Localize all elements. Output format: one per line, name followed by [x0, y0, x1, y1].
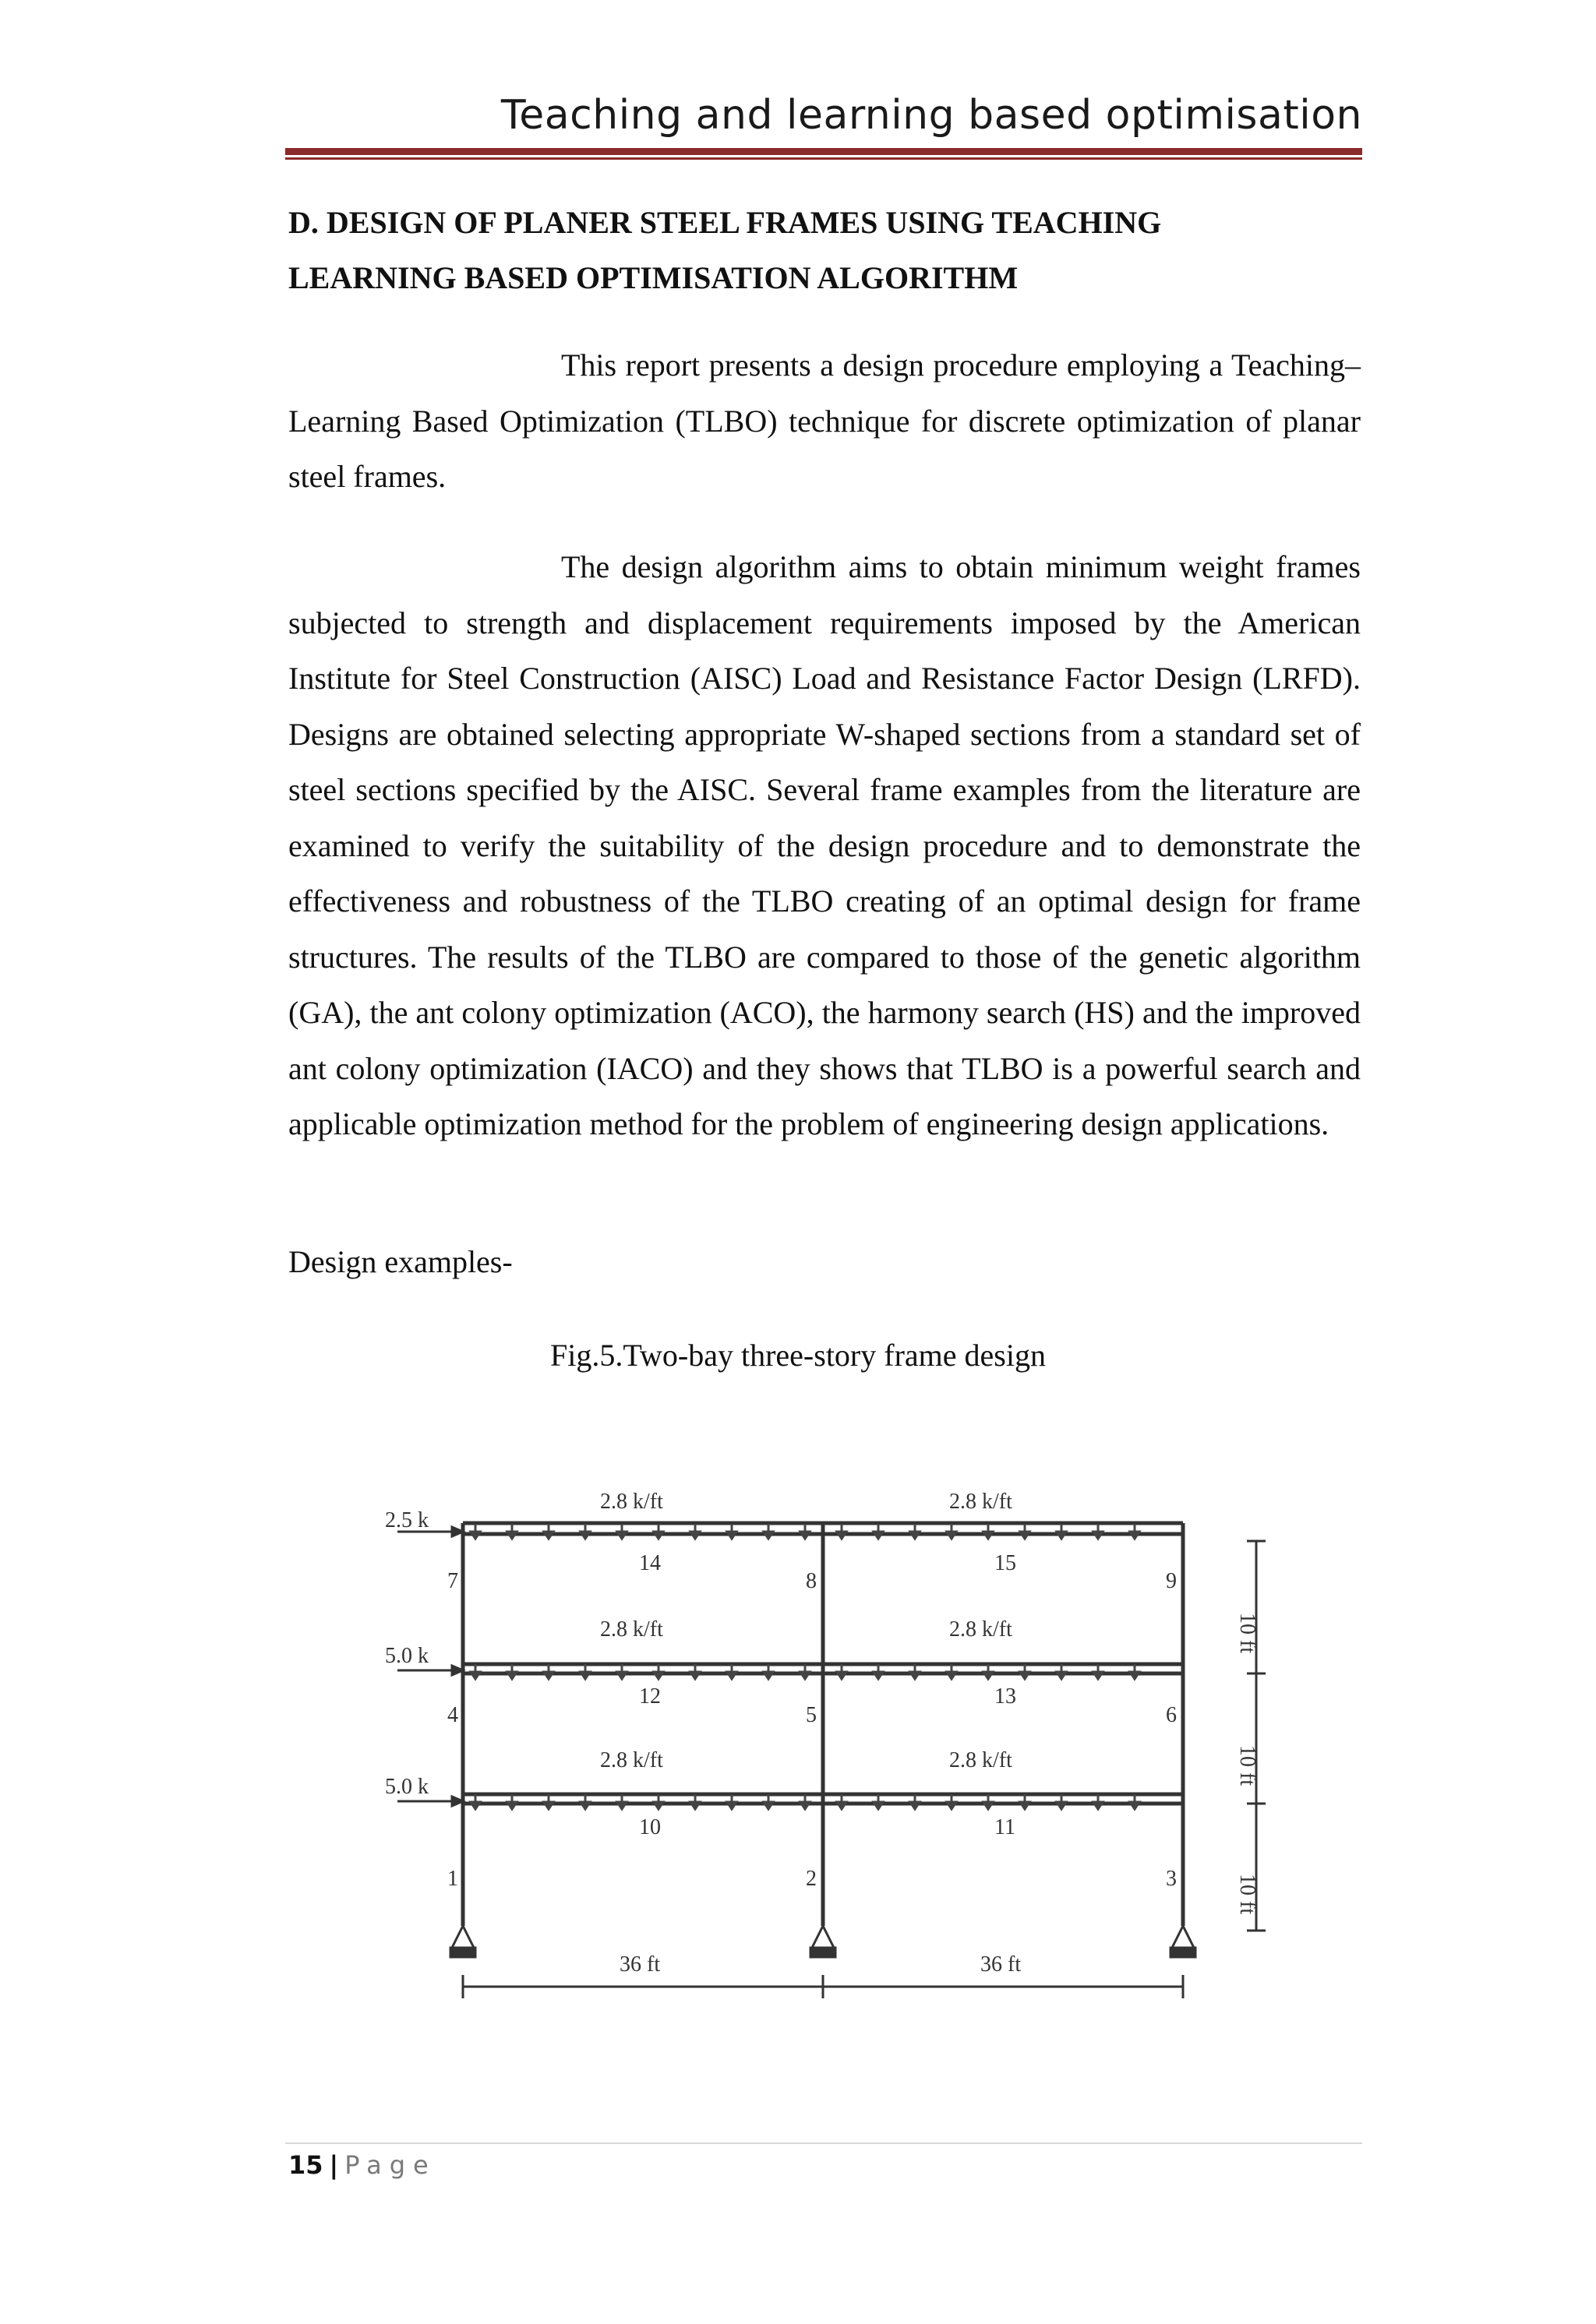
load-arrowhead	[1093, 1802, 1103, 1809]
section-heading-line-2: LEARNING BASED OPTIMISATION ALGORITHM	[288, 260, 1019, 295]
load-arrowhead	[837, 1532, 846, 1539]
load-arrowhead	[507, 1672, 517, 1679]
member-5: 5	[806, 1703, 817, 1727]
load-arrowhead	[727, 1802, 736, 1809]
load-arrowhead	[947, 1672, 956, 1679]
load-arrowhead	[874, 1802, 883, 1809]
support-base-left	[450, 1948, 475, 1957]
story-height-top: 10 ft	[1235, 1613, 1259, 1654]
frame-diagram	[382, 1465, 1286, 2010]
load-label-roof-left: 2.8 k/ft	[600, 1490, 663, 1514]
member-3: 3	[1166, 1867, 1177, 1891]
page-number: 15	[288, 2150, 323, 2180]
member-9: 9	[1166, 1569, 1177, 1593]
member-11: 11	[994, 1815, 1015, 1839]
load-arrowhead	[1057, 1672, 1066, 1679]
load-arrowhead	[800, 1802, 810, 1809]
load-arrowhead	[544, 1532, 553, 1539]
story-height-bottom: 10 ft	[1235, 1874, 1259, 1915]
load-arrowhead	[983, 1532, 993, 1539]
design-examples-label: Design examples-	[288, 1244, 513, 1279]
header-divider	[285, 148, 1362, 155]
pin-support-left	[452, 1926, 474, 1948]
load-arrowhead	[1057, 1532, 1066, 1539]
load-arrowhead	[581, 1672, 590, 1679]
load-arrowhead	[617, 1802, 627, 1809]
lateral-load-label-roof: 2.5 k	[385, 1508, 429, 1532]
load-arrowhead	[617, 1532, 627, 1539]
header-divider-thin	[285, 157, 1362, 160]
load-arrowhead	[764, 1802, 773, 1809]
load-arrowhead	[910, 1802, 920, 1809]
lateral-load-label-second: 5.0 k	[385, 1775, 429, 1799]
load-arrowhead	[800, 1672, 810, 1679]
load-arrowhead	[947, 1802, 956, 1809]
load-arrowhead	[507, 1532, 517, 1539]
load-arrowhead	[1130, 1802, 1139, 1809]
load-arrowhead	[1130, 1672, 1139, 1679]
member-8: 8	[806, 1569, 817, 1593]
load-arrowhead	[1020, 1802, 1029, 1809]
page-footer	[288, 2150, 436, 2180]
load-arrowhead	[471, 1802, 480, 1809]
load-arrowhead	[800, 1532, 810, 1539]
load-arrowhead	[544, 1672, 553, 1679]
load-arrowhead	[1020, 1532, 1029, 1539]
load-arrowhead	[690, 1802, 700, 1809]
load-arrowhead	[727, 1672, 736, 1679]
member-1: 1	[447, 1867, 458, 1891]
member-4: 4	[447, 1703, 458, 1727]
member-13: 13	[994, 1684, 1016, 1709]
load-arrowhead	[983, 1802, 993, 1809]
section-heading	[288, 195, 1364, 305]
member-14: 14	[639, 1551, 661, 1575]
load-arrowhead	[654, 1802, 663, 1809]
load-arrowhead	[654, 1532, 663, 1539]
footer-divider	[285, 2142, 1362, 2144]
distributed-load-arrows	[471, 1524, 1139, 1809]
load-arrowhead	[874, 1672, 883, 1679]
pin-support-middle	[812, 1926, 834, 1948]
load-arrowhead	[1093, 1672, 1103, 1679]
section-heading-line-1: D. DESIGN OF PLANER STEEL FRAMES USING TEACHING	[288, 205, 1162, 240]
footer-separator: |	[329, 2150, 339, 2180]
member-12: 12	[639, 1684, 661, 1709]
intro-paragraph	[288, 337, 1361, 505]
load-arrowhead	[837, 1802, 846, 1809]
algorithm-paragraph-text: The design algorithm aims to obtain minimum weight frames subjected to strength and displacement requirements imposed by the American Institute for Steel Construction (AISC) Load and Resistance Factor Design (LRFD). Designs are obtained selecting appropriate W-shaped sections from a standard set of steel sections specified by the AISC. Several frame examples from the literature are examined to verify the suitability of the design procedure and to demonstrate the effectiveness and robustness of the TLBO creating of an optimal design for frame structures. The results of the TLBO are compared to those of the genetic algorithm (GA), the ant colony optimization (ACO), the harmony search (HS) and the improved ant colony optimization (IACO) and they shows that TLBO is a powerful search and applicable optimization method for the problem of engineering design applications.	[288, 549, 1361, 1141]
support-base-right	[1171, 1948, 1195, 1957]
pin-support-right	[1172, 1926, 1194, 1948]
page-label: Page	[344, 2150, 436, 2180]
figure-caption: Fig.5.Two-bay three-story frame design	[550, 1338, 1046, 1373]
load-arrowhead	[764, 1672, 773, 1679]
load-label-second-right: 2.8 k/ft	[949, 1748, 1012, 1772]
load-label-third-left: 2.8 k/ft	[600, 1617, 663, 1642]
bay-width-right: 36 ft	[980, 1952, 1022, 1977]
load-arrowhead	[690, 1532, 700, 1539]
load-arrowhead	[910, 1672, 920, 1679]
load-label-third-right: 2.8 k/ft	[949, 1617, 1012, 1642]
load-arrowhead	[1130, 1532, 1139, 1539]
load-arrowhead	[910, 1532, 920, 1539]
load-arrowhead	[471, 1532, 480, 1539]
load-arrowhead	[617, 1672, 627, 1679]
load-arrowhead	[471, 1672, 480, 1679]
story-height-middle: 10 ft	[1235, 1745, 1259, 1786]
support-base-middle	[810, 1948, 835, 1957]
load-arrowhead	[837, 1672, 846, 1679]
bay-width-left: 36 ft	[620, 1952, 661, 1977]
member-10: 10	[639, 1815, 661, 1839]
member-6: 6	[1166, 1703, 1177, 1727]
load-arrowhead	[581, 1532, 590, 1539]
load-arrowhead	[983, 1672, 993, 1679]
member-2: 2	[806, 1867, 817, 1891]
load-arrowhead	[1093, 1532, 1103, 1539]
load-label-roof-right: 2.8 k/ft	[949, 1490, 1012, 1514]
load-arrowhead	[947, 1532, 956, 1539]
intro-paragraph-text: This report presents a design procedure employing a Teaching–Learning Based Optimization (TLBO) technique for discrete optimization of planar steel frames.	[288, 347, 1361, 494]
load-arrowhead	[1020, 1672, 1029, 1679]
load-arrowhead	[581, 1802, 590, 1809]
lateral-load-label-third: 5.0 k	[385, 1644, 429, 1668]
load-label-second-left: 2.8 k/ft	[600, 1748, 663, 1772]
load-arrowhead	[1057, 1802, 1066, 1809]
page-header-title: Teaching and learning based optimisation	[500, 92, 1362, 139]
load-arrowhead	[764, 1532, 773, 1539]
member-7: 7	[447, 1569, 458, 1593]
load-arrowhead	[874, 1532, 883, 1539]
load-arrowhead	[727, 1532, 736, 1539]
member-15: 15	[994, 1551, 1016, 1575]
load-arrowhead	[654, 1672, 663, 1679]
load-arrowhead	[690, 1672, 700, 1679]
load-arrowhead	[544, 1802, 553, 1809]
algorithm-paragraph	[288, 539, 1361, 1152]
load-arrowhead	[507, 1802, 517, 1809]
